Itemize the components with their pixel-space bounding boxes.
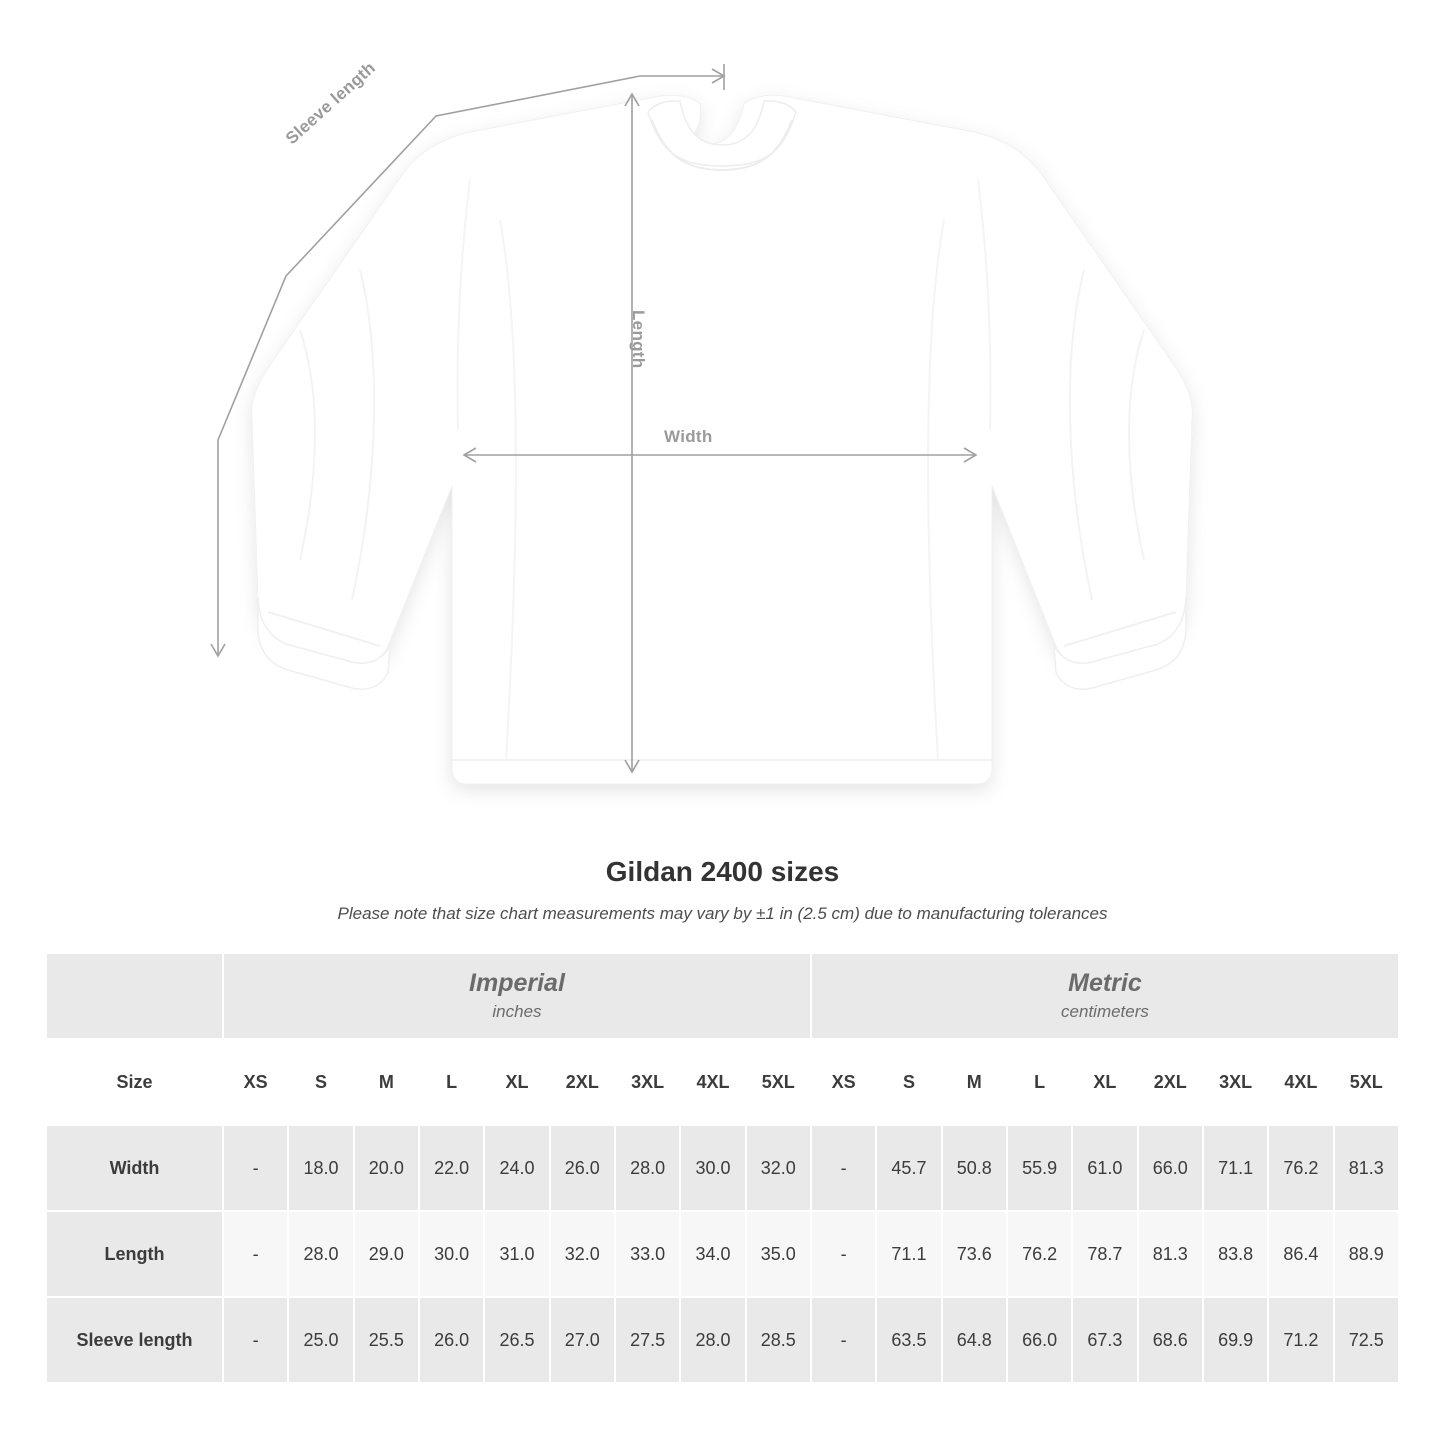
cell-width-16: 76.2 [1268, 1125, 1333, 1211]
cell-sleeve-2: 25.5 [354, 1297, 419, 1383]
cell-sleeve-3: 26.0 [419, 1297, 484, 1383]
page-title: Gildan 2400 sizes [605, 856, 840, 887]
cell-width-15: 71.1 [1203, 1125, 1268, 1211]
row-head-sleeve-length: Sleeve length [46, 1297, 223, 1383]
cell-width-4: 24.0 [484, 1125, 549, 1211]
unit-group-metric-name: Metric [1068, 968, 1142, 997]
table-row [46, 1297, 1399, 1383]
col-head-xs-metric: XS [811, 1039, 876, 1125]
width-dimension-label: Width [664, 427, 713, 446]
cell-sleeve-1: 25.0 [288, 1297, 353, 1383]
cell-length-7: 34.0 [680, 1211, 745, 1297]
col-head-xs-imperial: XS [223, 1039, 288, 1125]
size-chart-table [45, 952, 1400, 1384]
cell-sleeve-6: 27.5 [615, 1297, 680, 1383]
cell-sleeve-9: - [811, 1297, 876, 1383]
row-head-length: Length [46, 1211, 223, 1297]
cell-length-4: 31.0 [484, 1211, 549, 1297]
cell-width-5: 26.0 [550, 1125, 615, 1211]
cell-width-12: 55.9 [1007, 1125, 1072, 1211]
length-dimension-label: Length [629, 310, 648, 369]
col-head-4xl-metric: 4XL [1268, 1039, 1333, 1125]
cell-width-0: - [223, 1125, 288, 1211]
unit-group-metric-sub: centimeters [1061, 1001, 1149, 1021]
cell-length-5: 32.0 [550, 1211, 615, 1297]
title-block [0, 856, 1445, 924]
cell-width-9: - [811, 1125, 876, 1211]
cell-sleeve-0: - [223, 1297, 288, 1383]
unit-group-imperial-sub: inches [492, 1001, 542, 1021]
unit-group-row [46, 953, 1399, 1039]
col-head-3xl-imperial: 3XL [615, 1039, 680, 1125]
col-head-5xl-imperial: 5XL [746, 1039, 811, 1125]
cell-length-10: 71.1 [876, 1211, 941, 1297]
cell-sleeve-14: 68.6 [1138, 1297, 1203, 1383]
cell-width-17: 81.3 [1334, 1125, 1399, 1211]
col-head-l-metric: L [1007, 1039, 1072, 1125]
cell-sleeve-10: 63.5 [876, 1297, 941, 1383]
cell-length-17: 88.9 [1334, 1211, 1399, 1297]
tolerance-note: Please note that size chart measurements may vary by ±1 in (2.5 cm) due to manufacturing tolerances [337, 904, 1108, 923]
cell-length-9: - [811, 1211, 876, 1297]
cell-length-1: 28.0 [288, 1211, 353, 1297]
unit-group-spacer [46, 953, 223, 1039]
cell-sleeve-16: 71.2 [1268, 1297, 1333, 1383]
cell-sleeve-15: 69.9 [1203, 1297, 1268, 1383]
cell-sleeve-11: 64.8 [942, 1297, 1007, 1383]
cell-length-6: 33.0 [615, 1211, 680, 1297]
size-header-cell: Size [46, 1039, 223, 1125]
col-head-m-imperial: M [354, 1039, 419, 1125]
cell-sleeve-5: 27.0 [550, 1297, 615, 1383]
unit-group-metric [811, 953, 1399, 1039]
cell-sleeve-7: 28.0 [680, 1297, 745, 1383]
cell-sleeve-17: 72.5 [1334, 1297, 1399, 1383]
col-head-s-metric: S [876, 1039, 941, 1125]
cell-length-3: 30.0 [419, 1211, 484, 1297]
cell-sleeve-4: 26.5 [484, 1297, 549, 1383]
row-head-width: Width [46, 1125, 223, 1211]
cell-width-7: 30.0 [680, 1125, 745, 1211]
col-head-2xl-imperial: 2XL [550, 1039, 615, 1125]
cell-width-14: 66.0 [1138, 1125, 1203, 1211]
col-head-s-imperial: S [288, 1039, 353, 1125]
unit-group-imperial-name: Imperial [469, 968, 565, 997]
size-header-row [46, 1039, 1399, 1125]
table-row [46, 1125, 1399, 1211]
cell-width-11: 50.8 [942, 1125, 1007, 1211]
size-table-wrapper [45, 952, 1400, 1384]
col-head-l-imperial: L [419, 1039, 484, 1125]
cell-length-8: 35.0 [746, 1211, 811, 1297]
col-head-4xl-imperial: 4XL [680, 1039, 745, 1125]
col-head-2xl-metric: 2XL [1138, 1039, 1203, 1125]
cell-width-8: 32.0 [746, 1125, 811, 1211]
col-head-3xl-metric: 3XL [1203, 1039, 1268, 1125]
col-head-m-metric: M [942, 1039, 1007, 1125]
cell-length-2: 29.0 [354, 1211, 419, 1297]
cell-width-3: 22.0 [419, 1125, 484, 1211]
cell-width-6: 28.0 [615, 1125, 680, 1211]
cell-width-13: 61.0 [1072, 1125, 1137, 1211]
cell-sleeve-13: 67.3 [1072, 1297, 1137, 1383]
cell-length-12: 76.2 [1007, 1211, 1072, 1297]
cell-length-0: - [223, 1211, 288, 1297]
cell-length-11: 73.6 [942, 1211, 1007, 1297]
col-head-xl-metric: XL [1072, 1039, 1137, 1125]
col-head-xl-imperial: XL [484, 1039, 549, 1125]
cell-width-10: 45.7 [876, 1125, 941, 1211]
cell-length-16: 86.4 [1268, 1211, 1333, 1297]
table-row [46, 1211, 1399, 1297]
cell-length-13: 78.7 [1072, 1211, 1137, 1297]
cell-sleeve-8: 28.5 [746, 1297, 811, 1383]
cell-sleeve-12: 66.0 [1007, 1297, 1072, 1383]
unit-group-imperial [223, 953, 811, 1039]
cell-length-14: 81.3 [1138, 1211, 1203, 1297]
cell-width-1: 18.0 [288, 1125, 353, 1211]
col-head-5xl-metric: 5XL [1334, 1039, 1399, 1125]
cell-width-2: 20.0 [354, 1125, 419, 1211]
sleeve-length-dimension-label: Sleeve length [282, 58, 380, 149]
cell-length-15: 83.8 [1203, 1211, 1268, 1297]
